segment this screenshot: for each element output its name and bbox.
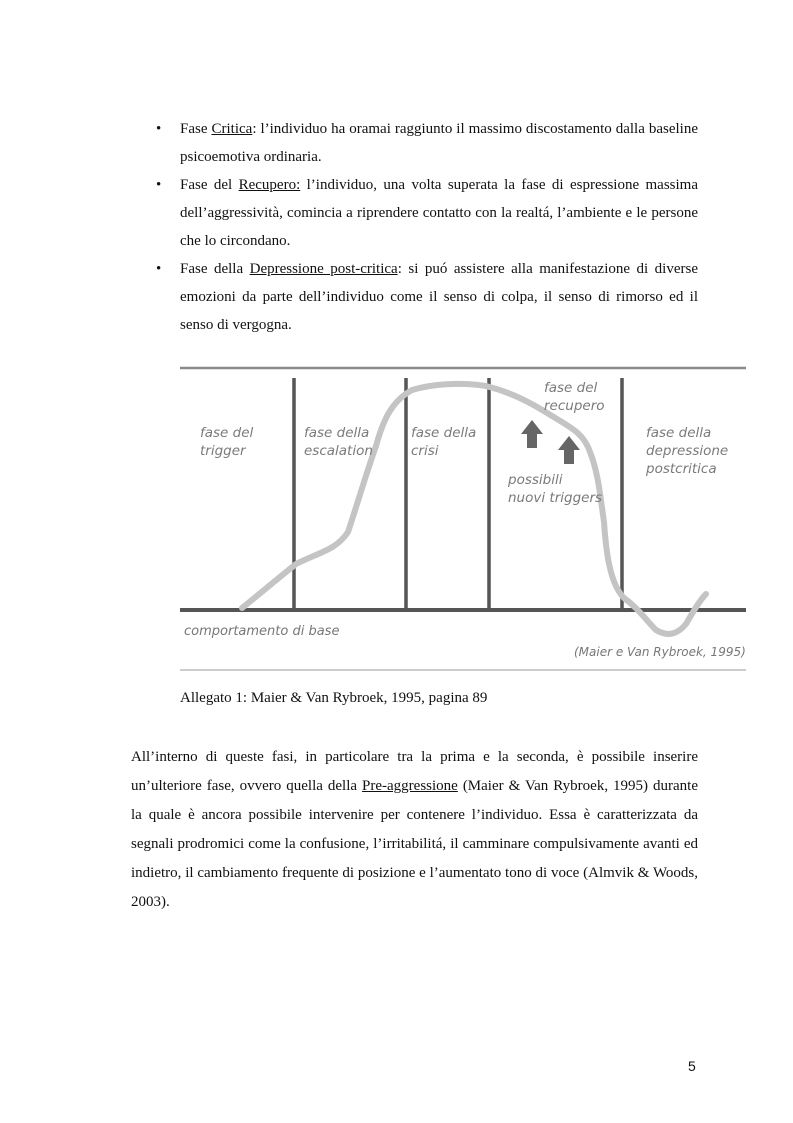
paragraph-text-before: All’interno di queste fasi, in particolare tra la prima e la seconda, è possibile inserire un’ulteriore fase, ovvero quella della bbox=[131, 749, 698, 794]
label-escalation-1: fase della bbox=[304, 425, 370, 441]
bullet-term: Recupero: bbox=[238, 177, 301, 193]
bullet-text: l’individuo, una volta superata la fase di espressione massima dell’aggressività, comincia a riprendere contatto con la realtá, l’ambiente e le persone che lo circondano. bbox=[180, 177, 698, 249]
phase-bullet-list bbox=[156, 115, 698, 339]
bullet-term: Critica bbox=[211, 121, 253, 137]
label-depressione-3: postcritica bbox=[646, 461, 717, 477]
label-recupero-1: fase del bbox=[544, 380, 598, 396]
bullet-fase-recupero bbox=[156, 171, 698, 255]
paragraph-term: Pre-aggressione bbox=[362, 778, 458, 794]
bullet-term: Depressione post-critica bbox=[249, 261, 398, 277]
label-recupero-2: recupero bbox=[544, 398, 605, 414]
bullet-dot-icon: • bbox=[156, 177, 162, 193]
label-baseline: comportamento di base bbox=[184, 624, 340, 639]
bullet-text: : si puó assistere alla manifestazione di diverse emozioni da parte dell’individuo come il senso di colpa, il senso di rimorso ed il senso di vergogna. bbox=[180, 261, 698, 333]
label-crisi-1: fase della bbox=[411, 425, 477, 441]
bullet-fase-critica bbox=[156, 115, 698, 171]
bullet-dot-icon: • bbox=[156, 121, 162, 137]
label-crisi-2: crisi bbox=[411, 443, 439, 459]
page-number: 5 bbox=[688, 1058, 696, 1074]
aggression-cycle-figure bbox=[180, 362, 746, 672]
paragraph-text-after: (Maier & Van Rybroek, 1995) durante la quale è ancora possibile intervenire per contenere l’individuo. Essa è caratterizzata da segnali prodromici come la confusione, l’irritabilitá, il camminare compulsivamente avanti ed indietro, il cambiamento frequente di posizione e l’aumentato tono di voce (Almvik & Woods, 2003). bbox=[131, 778, 698, 910]
up-arrow-icon bbox=[521, 420, 543, 448]
label-trigger-2: trigger bbox=[200, 443, 246, 459]
label-triggers-2: nuovi triggers bbox=[508, 490, 603, 506]
label-triggers-1: possibili bbox=[508, 472, 563, 488]
label-trigger-1: fase del bbox=[200, 425, 254, 441]
label-depressione-2: depressione bbox=[646, 443, 729, 459]
aggression-cycle-diagram bbox=[180, 362, 746, 672]
label-depressione-1: fase della bbox=[646, 425, 712, 441]
body-paragraph bbox=[131, 743, 698, 917]
figure-citation: (Maier e Van Rybroek, 1995) bbox=[574, 645, 746, 659]
aggression-curve bbox=[242, 384, 706, 634]
bullet-text: : l’individuo ha oramai raggiunto il massimo discostamento dalla baseline psicoemotiva ordinaria. bbox=[180, 121, 698, 165]
bullet-prefix: Fase bbox=[180, 121, 212, 137]
figure-caption: Allegato 1: Maier & Van Rybroek, 1995, pagina 89 bbox=[180, 690, 488, 706]
label-escalation-2: escalation bbox=[304, 443, 373, 459]
up-arrow-icon bbox=[558, 436, 580, 464]
bullet-prefix: Fase del bbox=[180, 177, 239, 193]
bullet-fase-depressione bbox=[156, 255, 698, 339]
bullet-dot-icon: • bbox=[156, 261, 162, 277]
bullet-prefix: Fase della bbox=[180, 261, 250, 277]
